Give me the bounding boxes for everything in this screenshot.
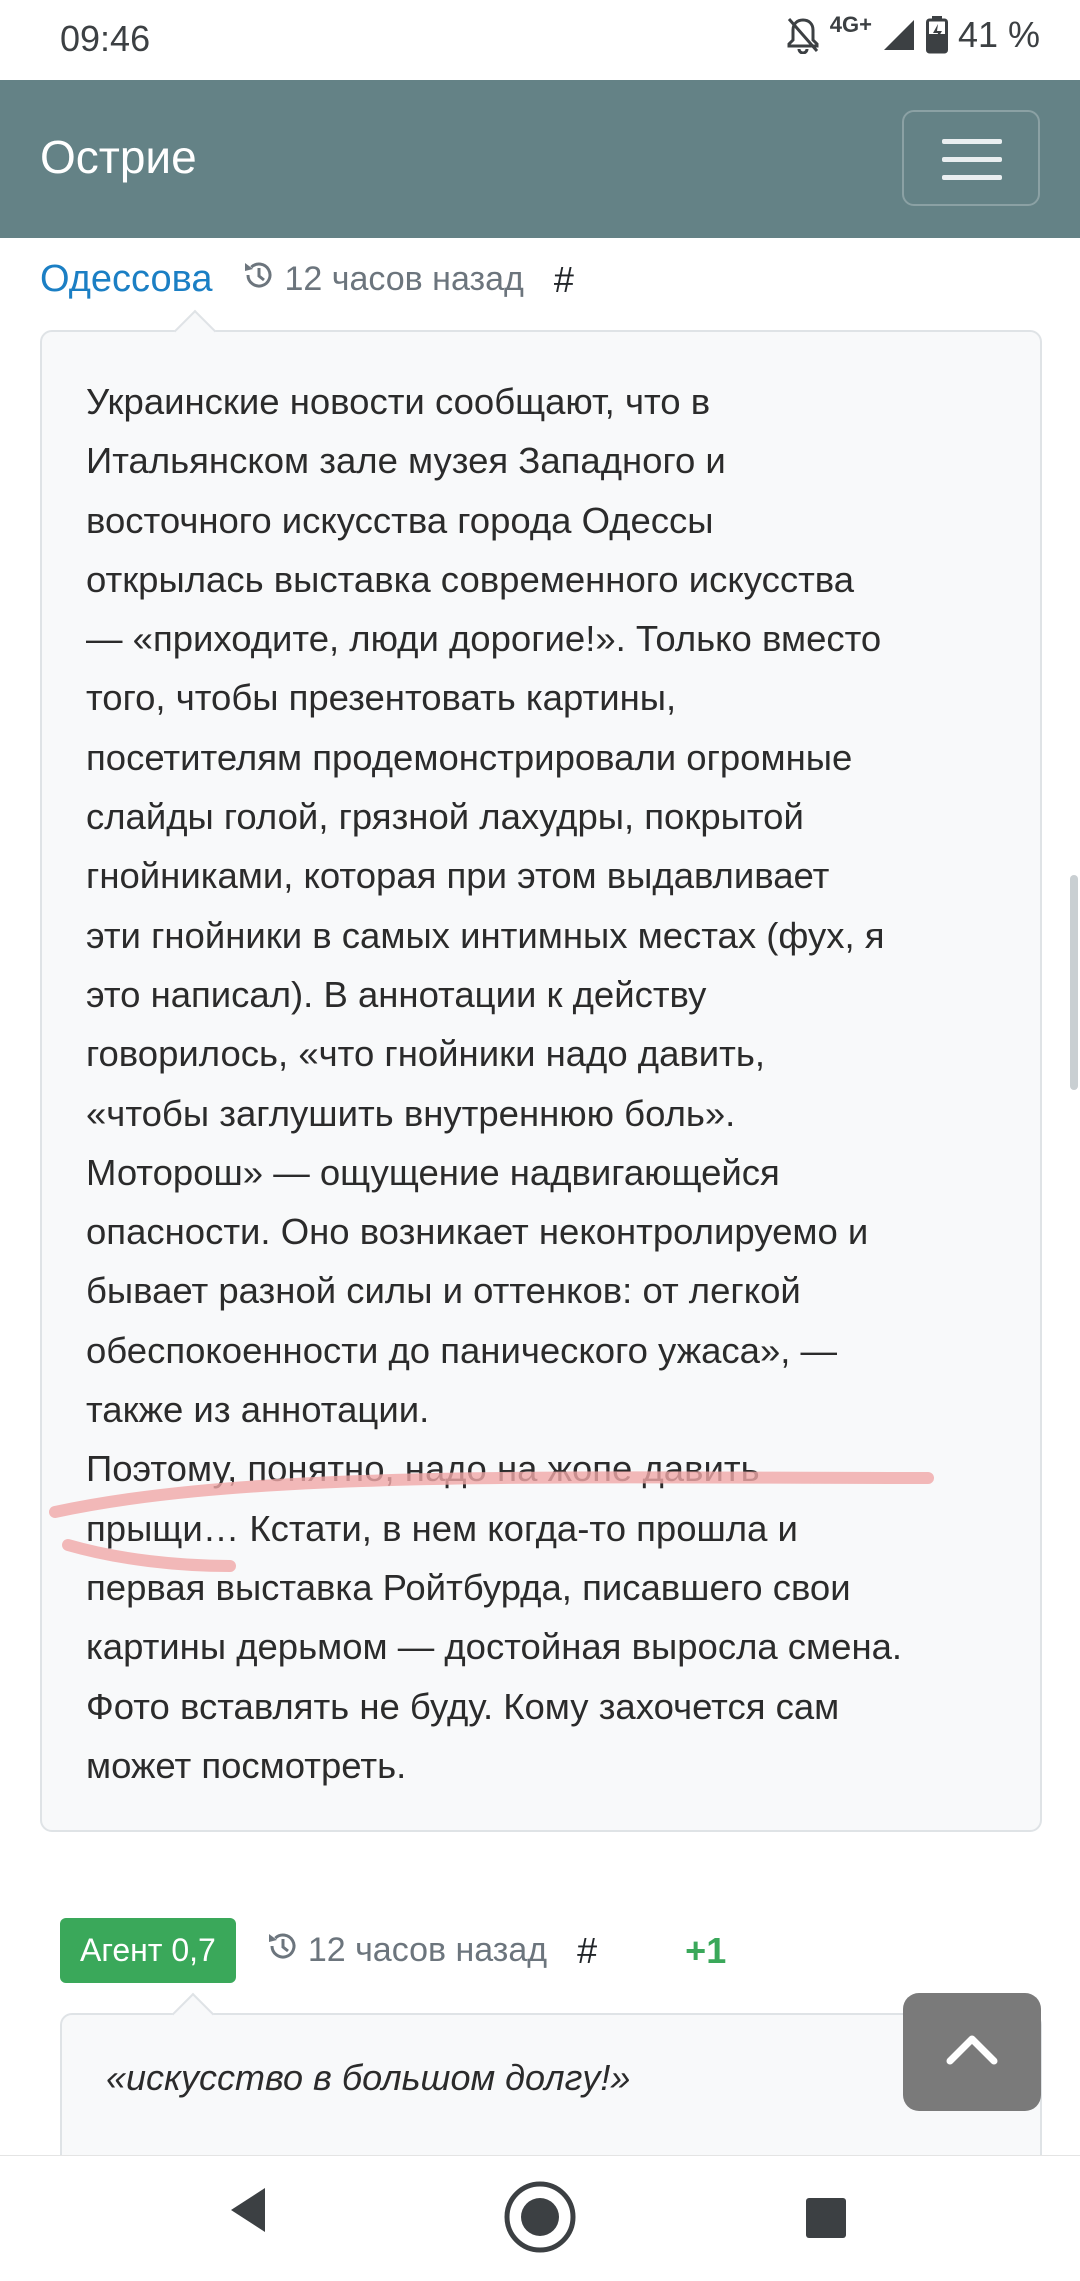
scrollbar-thumb[interactable] bbox=[1070, 875, 1078, 1090]
back-to-top-button[interactable] bbox=[903, 1993, 1041, 2111]
hamburger-icon bbox=[942, 139, 1002, 144]
battery-level: 41 % bbox=[957, 14, 1040, 55]
comment-text: «искусство в большом долгу!» bbox=[106, 2057, 631, 2098]
network-type: 4G+ bbox=[829, 12, 872, 37]
top-navbar bbox=[0, 80, 1080, 238]
comment-permalink[interactable]: # bbox=[553, 258, 574, 300]
comment-header bbox=[60, 1918, 726, 1983]
comment-header bbox=[40, 258, 574, 301]
comment-permalink[interactable]: # bbox=[577, 1929, 598, 1971]
back-icon[interactable] bbox=[225, 2184, 271, 2241]
chevron-up-icon bbox=[903, 1993, 1041, 2111]
comment-author-badge[interactable]: Агент 0,7 bbox=[60, 1918, 236, 1983]
status-bar bbox=[0, 0, 1080, 80]
site-brand[interactable]: Острие bbox=[40, 131, 197, 183]
bubble-caret bbox=[172, 1993, 214, 2035]
signal-icon bbox=[882, 18, 916, 52]
history-icon bbox=[242, 258, 276, 301]
comment-time: 12 часов назад bbox=[307, 1931, 548, 1969]
comment-author-link[interactable]: Одессова bbox=[40, 258, 213, 300]
bubble-caret bbox=[174, 310, 216, 352]
status-icons bbox=[786, 14, 1040, 56]
home-icon[interactable] bbox=[503, 2180, 577, 2259]
battery-icon bbox=[926, 16, 948, 54]
hamburger-icon-bar bbox=[942, 157, 1002, 162]
status-time: 09:46 bbox=[60, 18, 151, 59]
comment-score: +1 bbox=[685, 1929, 727, 1971]
history-icon bbox=[266, 1929, 300, 1972]
mute-notifications-icon bbox=[786, 16, 820, 54]
comment-body bbox=[40, 330, 1042, 1832]
system-navigation-bar bbox=[0, 2155, 1080, 2281]
recents-icon[interactable] bbox=[806, 2198, 846, 2243]
hamburger-icon-bar bbox=[942, 175, 1002, 180]
menu-toggle-button[interactable] bbox=[902, 110, 1040, 206]
comment-text: Украинские новости сообщают, что в Итальянском зале музея Западного и восточного искусства города Одессы открылась выставка современного искусства — «приходите, люди дорогие!». Только вместо того, чтобы презентовать картины, посетителям продемонстрировали огромные слайды голой, грязной лахудры, покрытой гнойниками, которая при этом выдавливает эти гнойники в самых интимных местах (фух, я это написал). В аннотации к действу говорилось, «что гнойники надо давить, «чтобы заглушить внутреннюю боль». Моторош» — ощущение надвигающейся опасности. Оно возникает неконтролируемо и бывает разной силы и оттенков: от легкой обеспокоенности до панического ужаса», — также из аннотации. Поэтому, понятно, надо на жопе давить прыщи… Кстати, в нем когда-то прошла и первая выставка Ройтбурда, писавшего свои картины дерьмом — достойная выросла смена. Фото вставлять не буду. Кому захочется сам может посмотреть. bbox=[86, 381, 903, 1786]
comment-time: 12 часов назад bbox=[284, 260, 524, 298]
